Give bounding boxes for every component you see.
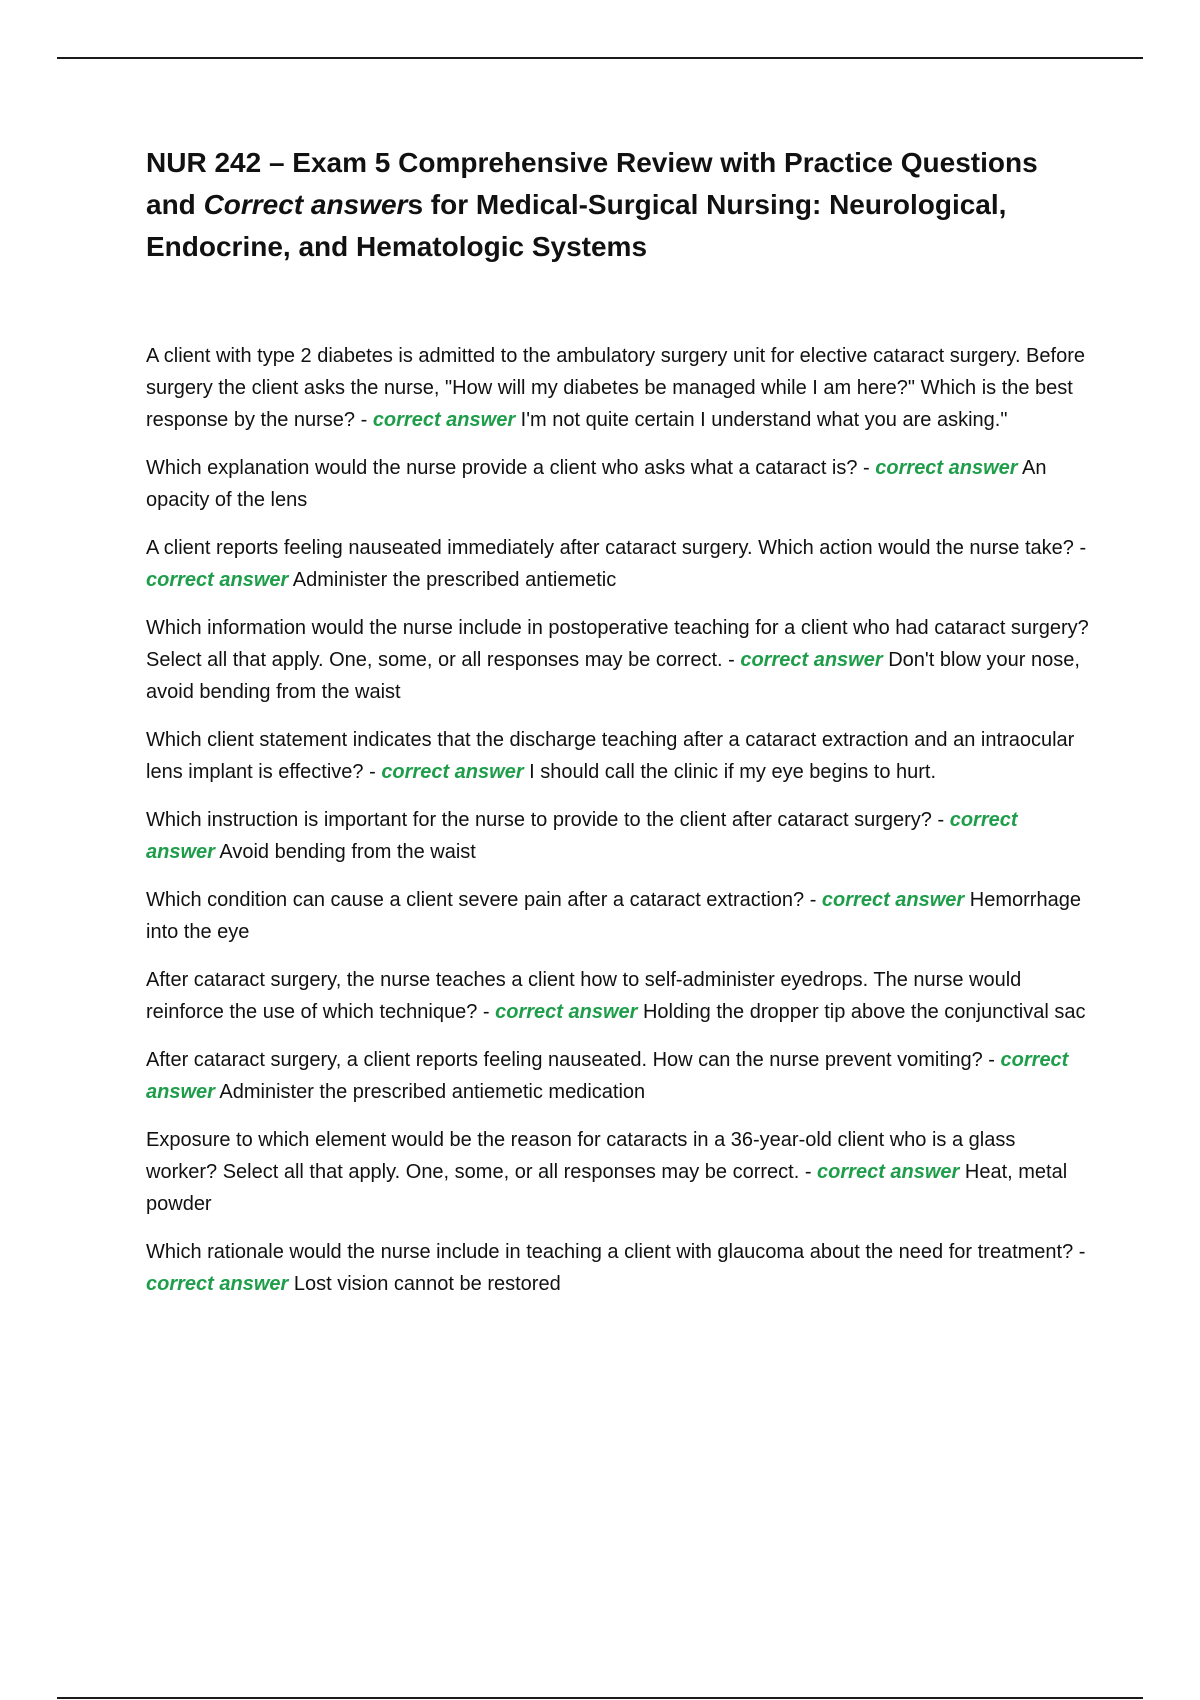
- separator: -: [722, 649, 741, 671]
- answer-text: Administer the prescribed antiemetic medication: [219, 1081, 646, 1103]
- title-part-2: s for Medical-Surgical Nursing: Neurological, Endocrine, and Hematologic Systems: [146, 189, 1007, 262]
- question-text: Which information would the nurse include in postoperative teaching for a client who had cataract surgery? Select all that apply. One, some, or all responses may be correct.: [146, 617, 1089, 671]
- qa-item: [146, 724, 1091, 788]
- answer-marker: correct answer: [372, 409, 516, 431]
- qa-item: [146, 340, 1091, 436]
- answer-text: An opacity of the lens: [146, 457, 1047, 511]
- qa-item: [146, 804, 1091, 868]
- qa-list: [146, 340, 1091, 1300]
- separator: -: [363, 761, 382, 783]
- qa-item: [146, 532, 1091, 596]
- answer-text: Heat, metal powder: [146, 1161, 1068, 1215]
- answer-text: I'm not quite certain I understand what you are asking.": [520, 409, 1008, 431]
- answer-marker: correct answer: [740, 649, 883, 671]
- qa-item: [146, 1044, 1091, 1108]
- question-text: After cataract surgery, the nurse teaches a client how to self-administer eyedrops. The nurse would reinforce the use of which technique?: [146, 969, 1022, 1023]
- question-text: After cataract surgery, a client reports feeling nauseated. How can the nurse prevent vomiting?: [146, 1049, 983, 1071]
- answer-marker: correct answer: [381, 761, 524, 783]
- answer-marker: correct answer: [146, 809, 1018, 863]
- question-text: Which condition can cause a client severe pain after a cataract extraction?: [146, 889, 805, 911]
- qa-item: [146, 452, 1091, 516]
- separator: -: [804, 889, 822, 911]
- question-text: A client with type 2 diabetes is admitted to the ambulatory surgery unit for elective cataract surgery. Before surgery the client asks the nurse, "How will my diabetes be managed while I am here?" Which is the best response by the nurse?: [146, 345, 1085, 431]
- top-divider: [57, 57, 1143, 59]
- answer-marker: correct answer: [875, 457, 1018, 479]
- document-body: [146, 142, 1091, 1316]
- answer-text: Don't blow your nose, avoid bending from the waist: [146, 649, 1080, 703]
- answer-text: Hemorrhage into the eye: [146, 889, 1081, 943]
- qa-item: [146, 884, 1091, 948]
- answer-marker: correct answer: [817, 1161, 960, 1183]
- qa-item: [146, 1236, 1091, 1300]
- answer-text: Lost vision cannot be restored: [293, 1273, 561, 1295]
- title-italic: Correct answer: [203, 189, 408, 220]
- separator: -: [355, 409, 373, 431]
- separator: -: [477, 1001, 496, 1023]
- answer-text: Holding the dropper tip above the conjunctival sac: [642, 1001, 1086, 1023]
- separator: -: [1073, 537, 1087, 559]
- separator: -: [799, 1161, 818, 1183]
- answer-text: Administer the prescribed antiemetic: [292, 569, 617, 591]
- question-text: Which client statement indicates that the discharge teaching after a cataract extraction and an intraocular lens implant is effective?: [146, 729, 1075, 783]
- question-text: Which rationale would the nurse include in teaching a client with glaucoma about the need for treatment?: [146, 1241, 1074, 1263]
- bottom-divider: [57, 1697, 1143, 1699]
- document-title: [146, 142, 1091, 268]
- separator: -: [982, 1049, 1001, 1071]
- qa-item: [146, 964, 1091, 1028]
- title-part-1: NUR 242 – Exam 5 Comprehensive Review with Practice Questions and: [146, 147, 1038, 220]
- separator: -: [857, 457, 876, 479]
- question-text: Exposure to which element would be the reason for cataracts in a 36-year-old client who is a glass worker? Select all that apply. One, some, or all responses may be correct.: [146, 1129, 1016, 1183]
- answer-marker: correct answer: [146, 1049, 1069, 1103]
- separator: -: [1073, 1241, 1086, 1263]
- qa-item: [146, 612, 1091, 708]
- question-text: A client reports feeling nauseated immediately after cataract surgery. Which action would the nurse take?: [146, 537, 1074, 559]
- question-text: Which explanation would the nurse provide a client who asks what a cataract is?: [146, 457, 858, 479]
- answer-marker: correct answer: [821, 889, 965, 911]
- answer-text: Avoid bending from the waist: [219, 841, 476, 863]
- answer-text: I should call the clinic if my eye begins to hurt.: [529, 761, 937, 783]
- separator: -: [931, 809, 950, 831]
- question-text: Which instruction is important for the nurse to provide to the client after cataract surgery?: [146, 809, 932, 831]
- answer-marker: correct answer: [146, 569, 289, 591]
- qa-item: [146, 1124, 1091, 1220]
- answer-marker: correct answer: [495, 1001, 638, 1023]
- answer-marker: correct answer: [146, 1273, 289, 1295]
